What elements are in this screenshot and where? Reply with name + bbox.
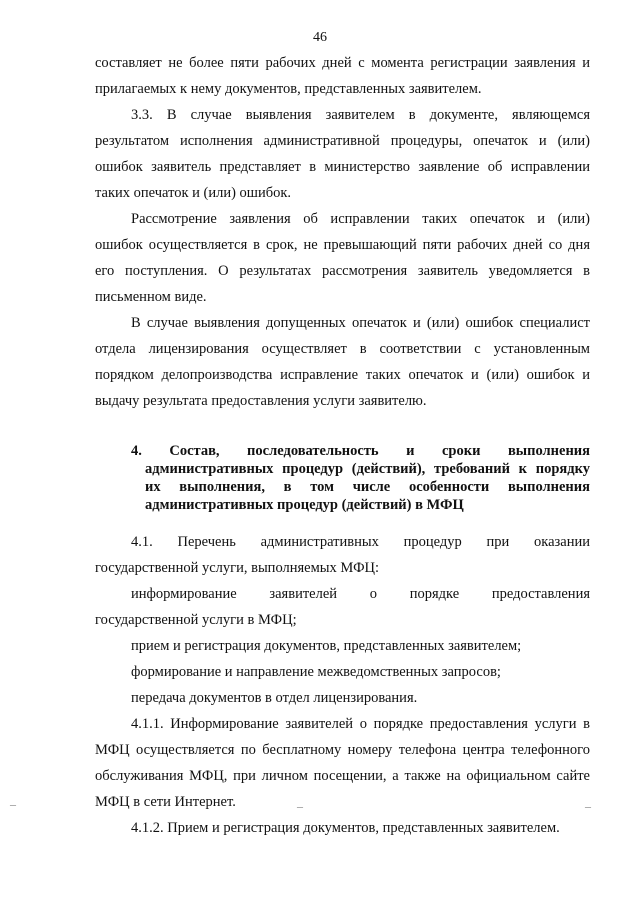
text-line: 3.3. В случае выявления заявителем в документе, являющемся bbox=[131, 107, 590, 123]
text-line: ошибок осуществляется в срок, не превышающий пяти рабочих дней со дня bbox=[95, 237, 590, 253]
section-heading: административных процедур (действий) в МФЦ bbox=[145, 497, 464, 513]
text-line: таких опечаток и (или) ошибок. bbox=[95, 185, 292, 201]
scan-mark: – bbox=[297, 799, 303, 813]
text-line: 4.1.1. Информирование заявителей о порядке предоставления услуги в bbox=[131, 716, 590, 732]
page-number: 46 bbox=[313, 30, 327, 45]
text-line: Рассмотрение заявления об исправлении таких опечаток и (или) bbox=[131, 211, 590, 227]
text-line: обслуживания МФЦ, при личном посещении, а также на официальном сайте bbox=[95, 768, 590, 784]
section-heading: их выполнения, в том числе особенности выполнения bbox=[145, 479, 590, 495]
text-line: порядком делопроизводства исправление таких опечаток и (или) ошибок и bbox=[95, 367, 590, 383]
text-line: выдачу результата предоставления услуги заявителю. bbox=[95, 393, 427, 409]
text-line: его поступления. О результатах рассмотрения заявитель уведомляется в bbox=[95, 263, 590, 279]
scan-mark: – bbox=[10, 797, 16, 811]
text-line: отдела лицензирования осуществляет в соответствии с установленным bbox=[95, 341, 590, 357]
text-line: МФЦ осуществляется по бесплатному номеру телефона центра телефонного bbox=[95, 742, 590, 758]
text-line: прилагаемых к нему документов, представленных заявителем. bbox=[95, 81, 482, 97]
text-line: формирование и направление межведомственных запросов; bbox=[131, 664, 501, 680]
text-line: государственной услуги, выполняемых МФЦ: bbox=[95, 560, 380, 576]
section-heading: 4. Состав, последовательность и сроки выполнения bbox=[131, 443, 590, 459]
text-line: информирование заявителей о порядке предоставления bbox=[131, 586, 590, 602]
section-heading: административных процедур (действий), требований к порядку bbox=[145, 461, 590, 477]
text-line: государственной услуги в МФЦ; bbox=[95, 612, 297, 628]
text-line: 4.1. Перечень административных процедур при оказании bbox=[131, 534, 590, 550]
text-line: составляет не более пяти рабочих дней с момента регистрации заявления и bbox=[95, 55, 590, 71]
text-line: прием и регистрация документов, представленных заявителем; bbox=[131, 638, 522, 654]
text-line: ошибок заявитель представляет в министерство заявление об исправлении bbox=[95, 159, 590, 175]
text-line: результатом исполнения административной процедуры, опечаток и (или) bbox=[95, 133, 590, 149]
text-line: передача документов в отдел лицензирования. bbox=[131, 690, 418, 706]
text-line: В случае выявления допущенных опечаток и (или) ошибок специалист bbox=[131, 315, 590, 331]
text-line: письменном виде. bbox=[95, 289, 207, 305]
scan-mark: – bbox=[585, 799, 591, 813]
text-line: МФЦ в сети Интернет. bbox=[95, 794, 236, 810]
text-line: 4.1.2. Прием и регистрация документов, представленных заявителем. bbox=[131, 820, 560, 836]
